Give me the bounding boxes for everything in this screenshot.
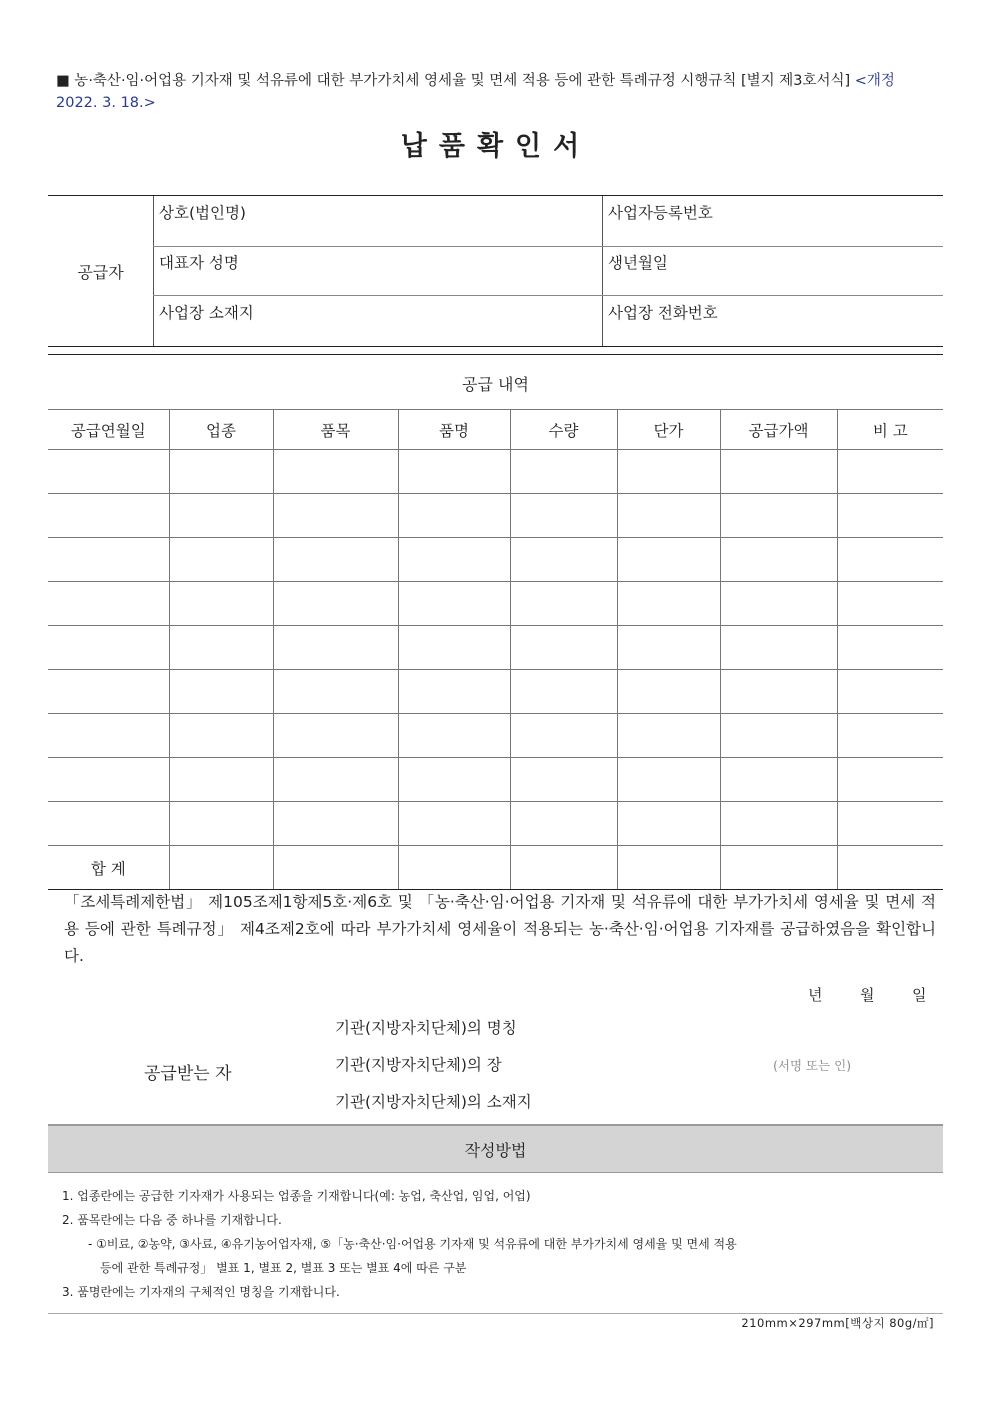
table-cell[interactable] (720, 582, 837, 626)
table-row (48, 538, 943, 582)
table-cell[interactable] (617, 714, 720, 758)
column-header-category: 품목 (273, 410, 398, 450)
table-cell[interactable] (837, 582, 943, 626)
page-title: 납품확인서 (400, 131, 592, 162)
table-cell[interactable] (720, 494, 837, 538)
table-row (48, 450, 943, 494)
date-year[interactable]: 년 (808, 986, 823, 1004)
table-row (48, 626, 943, 670)
table-cell[interactable] (720, 450, 837, 494)
note-subitem: - ①비료, ②농약, ③사료, ④유기농어업자재, ⑤「농·축산·임·어업용 기자재 및 석유류에 대한 부가가치세 영세율 및 면세 적용 (88, 1237, 737, 1251)
org-name-field[interactable]: 기관(지방자치단체)의 명칭 (335, 1019, 517, 1037)
note-item: 3. 품명란에는 기자재의 구체적인 명칭을 기재합니다. (62, 1285, 340, 1299)
table-cell[interactable] (720, 802, 837, 846)
column-header-amount: 공급가액 (720, 410, 837, 450)
table-row (48, 802, 943, 846)
org-address-field[interactable]: 기관(지방자치단체)의 소재지 (335, 1093, 532, 1111)
receiver-label: 공급받는 자 (144, 1064, 232, 1084)
table-cell[interactable] (617, 494, 720, 538)
writing-method-header (48, 1124, 943, 1173)
table-cell[interactable] (617, 582, 720, 626)
table-cell[interactable] (169, 626, 273, 670)
total-cell[interactable] (720, 846, 837, 890)
org-head-field[interactable]: 기관(지방자치단체)의 장 (335, 1056, 502, 1074)
total-cell[interactable] (273, 846, 398, 890)
table-cell[interactable] (398, 802, 510, 846)
table-cell[interactable] (837, 802, 943, 846)
supply-table-body (48, 450, 943, 890)
table-cell[interactable] (617, 450, 720, 494)
column-header-remarks: 비 고 (837, 410, 943, 450)
table-cell[interactable] (837, 758, 943, 802)
table-cell[interactable] (720, 758, 837, 802)
supply-section-title: 공급 내역 (462, 375, 529, 394)
amendment-note: <개정 2022. 3. 18.> (56, 73, 895, 111)
table-cell[interactable] (837, 538, 943, 582)
table-cell[interactable] (48, 582, 169, 626)
table-cell[interactable] (398, 582, 510, 626)
table-cell[interactable] (617, 626, 720, 670)
table-cell[interactable] (510, 802, 617, 846)
table-cell[interactable] (617, 538, 720, 582)
phone-field[interactable]: 사업장 전화번호 (608, 304, 718, 322)
table-cell[interactable] (837, 494, 943, 538)
column-header-quantity: 수량 (510, 410, 617, 450)
birth-date-field[interactable]: 생년월일 (608, 254, 668, 272)
supply-header-row (48, 410, 943, 450)
column-header-industry: 업종 (169, 410, 273, 450)
table-cell[interactable] (273, 450, 398, 494)
table-cell[interactable] (837, 714, 943, 758)
date-day[interactable]: 일 (912, 986, 927, 1004)
table-cell[interactable] (510, 582, 617, 626)
table-cell[interactable] (510, 714, 617, 758)
business-reg-no-field[interactable]: 사업자등록번호 (608, 204, 713, 222)
paper-size-note: 210mm×297mm[백상지 80g/㎡] (741, 1316, 934, 1330)
table-cell[interactable] (837, 626, 943, 670)
table-cell[interactable] (273, 626, 398, 670)
table-cell[interactable] (720, 670, 837, 714)
table-cell[interactable] (617, 758, 720, 802)
table-cell[interactable] (169, 758, 273, 802)
supplier-label: 공급자 (48, 196, 154, 346)
table-cell[interactable] (510, 538, 617, 582)
form-reference-text: ■ 농·축산·임·어업용 기자재 및 석유류에 대한 부가가치세 영세율 및 면세 적용 등에 관한 특례규정 시행규칙 [별지 제3호서식] (56, 73, 851, 89)
section-separator (48, 354, 943, 355)
table-cell[interactable] (48, 670, 169, 714)
table-cell[interactable] (720, 626, 837, 670)
table-cell[interactable] (273, 758, 398, 802)
table-row (48, 758, 943, 802)
table-row (48, 494, 943, 538)
column-header-item-name: 품명 (398, 410, 510, 450)
table-cell[interactable] (837, 670, 943, 714)
note-item: 1. 업종란에는 공급한 기자재가 사용되는 업종을 기재합니다(예: 농업, 축산업, 임업, 어업) (62, 1189, 531, 1203)
table-cell[interactable] (398, 494, 510, 538)
table-cell[interactable] (720, 538, 837, 582)
table-cell[interactable] (617, 670, 720, 714)
company-name-field[interactable]: 상호(법인명) (159, 204, 246, 222)
table-cell[interactable] (720, 714, 837, 758)
table-cell[interactable] (48, 626, 169, 670)
table-cell[interactable] (398, 758, 510, 802)
table-cell[interactable] (169, 450, 273, 494)
table-cell[interactable] (48, 450, 169, 494)
note-subitem-continued: 등에 관한 특례규정」 별표 1, 별표 2, 별표 3 또는 별표 4에 따른 구분 (100, 1261, 467, 1275)
address-field[interactable]: 사업장 소재지 (159, 304, 254, 322)
table-cell[interactable] (48, 714, 169, 758)
representative-field[interactable]: 대표자 성명 (159, 254, 239, 272)
table-cell[interactable] (273, 802, 398, 846)
table-cell[interactable] (48, 802, 169, 846)
total-cell[interactable] (837, 846, 943, 890)
date-month[interactable]: 월 (860, 986, 875, 1004)
table-cell[interactable] (169, 582, 273, 626)
table-cell[interactable] (169, 538, 273, 582)
table-cell[interactable] (510, 494, 617, 538)
table-cell[interactable] (273, 582, 398, 626)
form-reference (56, 70, 941, 114)
confirmation-statement: 「조세특례제한법」 제105조제1항제5호·제6호 및 「농·축산·임·어업용 기자재 및 석유류에 대한 부가가치세 영세율 및 면세 적용 등에 관한 특례규정」 제4조제2호에 따라 부가가치세 영세율이 적용되는 농·축산·임·어업용 기자재를 공급하였음을 확인합니다. (64, 893, 936, 965)
total-cell[interactable] (398, 846, 510, 890)
table-cell[interactable] (398, 450, 510, 494)
table-row (48, 582, 943, 626)
table-cell[interactable] (510, 670, 617, 714)
table-cell[interactable] (837, 450, 943, 494)
supplier-section (48, 195, 943, 347)
table-cell[interactable] (398, 714, 510, 758)
column-header-date: 공급연월일 (48, 410, 169, 450)
table-cell[interactable] (510, 626, 617, 670)
total-row (48, 846, 943, 890)
writing-method-notes (62, 1184, 932, 1304)
table-cell[interactable] (169, 494, 273, 538)
total-label: 합 계 (48, 846, 169, 890)
table-cell[interactable] (398, 626, 510, 670)
table-cell[interactable] (398, 538, 510, 582)
note-item: 2. 품목란에는 다음 중 하나를 기재합니다. (62, 1213, 282, 1227)
table-row (48, 714, 943, 758)
footer-divider (48, 1313, 943, 1314)
supply-table (48, 409, 943, 890)
table-cell[interactable] (510, 758, 617, 802)
signature-hint[interactable]: (서명 또는 인) (773, 1058, 852, 1073)
table-cell[interactable] (48, 494, 169, 538)
table-cell[interactable] (169, 802, 273, 846)
table-cell[interactable] (273, 538, 398, 582)
total-cell[interactable] (510, 846, 617, 890)
total-cell[interactable] (617, 846, 720, 890)
table-cell[interactable] (48, 758, 169, 802)
table-cell[interactable] (48, 538, 169, 582)
table-cell[interactable] (398, 670, 510, 714)
table-cell[interactable] (510, 450, 617, 494)
column-header-unit-price: 단가 (617, 410, 720, 450)
total-cell[interactable] (169, 846, 273, 890)
table-cell[interactable] (273, 494, 398, 538)
table-cell[interactable] (169, 670, 273, 714)
table-cell[interactable] (617, 802, 720, 846)
table-cell[interactable] (273, 670, 398, 714)
writing-method-title: 작성방법 (464, 1140, 527, 1160)
table-cell[interactable] (273, 714, 398, 758)
table-row (48, 670, 943, 714)
table-cell[interactable] (169, 714, 273, 758)
